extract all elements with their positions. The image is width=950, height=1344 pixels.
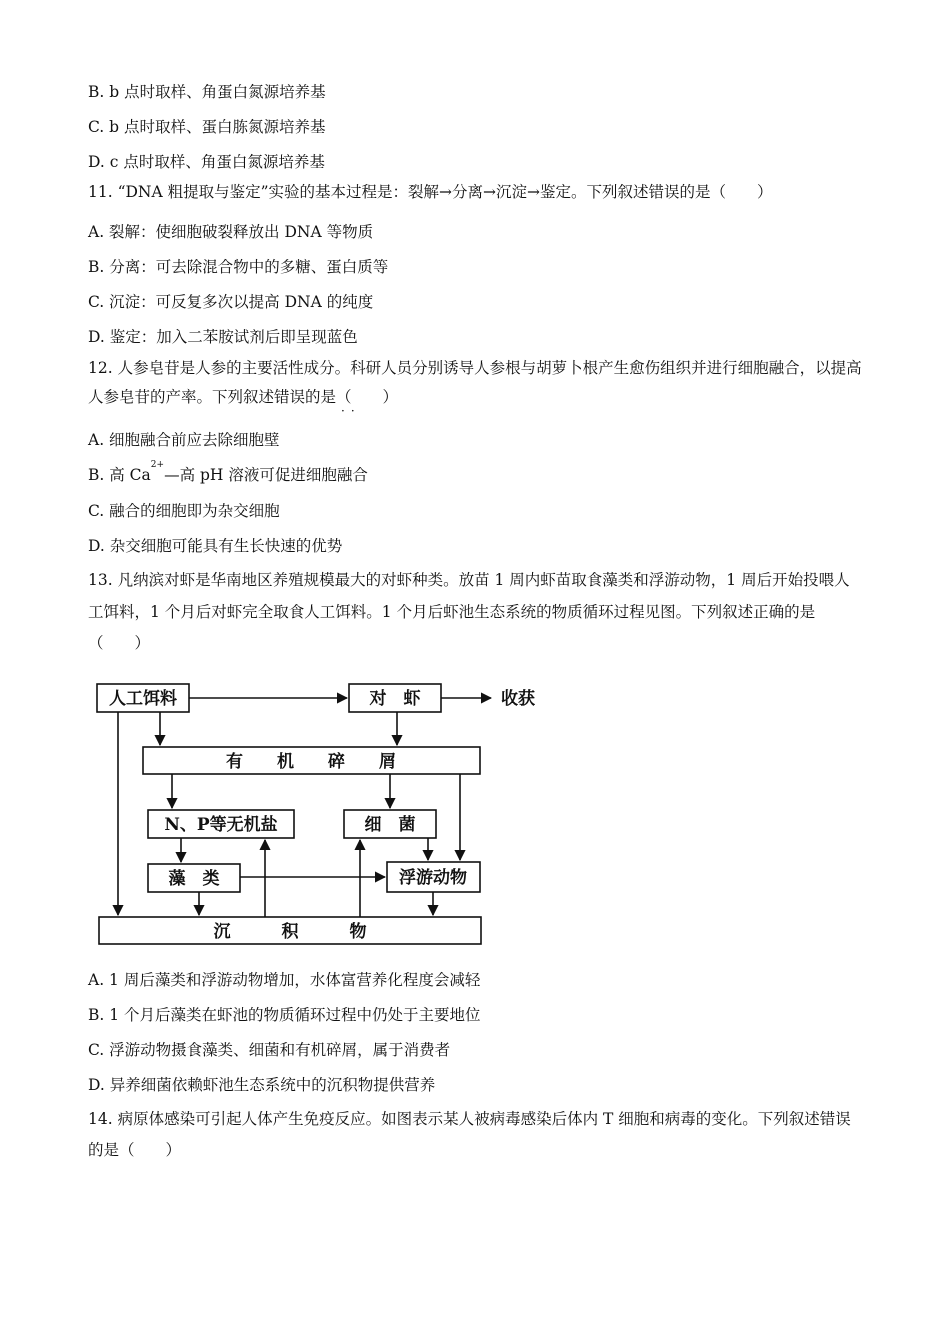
emphasis-dots: ·· (341, 404, 361, 418)
q12-option-b-post: —高 pH 溶液可促进细胞融合 (164, 466, 368, 484)
shrimp-label: 对 虾 (369, 689, 421, 709)
salts-label: N、P等无机盐 (164, 815, 278, 835)
q13-option-d: D. 异养细菌依赖虾池生态系统中的沉积物提供营养 (88, 1076, 436, 1094)
q13-option-c: C. 浮游动物摄食藻类、细菌和有机碎屑，属于消费者 (88, 1041, 451, 1059)
feed-label: 人工饵料 (109, 689, 177, 709)
q13-option-a: A. 1 周后藻类和浮游动物增加，水体富营养化程度会减轻 (88, 971, 481, 989)
q14-stem: 14. 病原体感染可引起人体产生免疫反应。如图表示某人被病毒感染后体内 T 细胞和病毒的变化。下列叙述错误的是（ ） (88, 1110, 851, 1159)
q11-option-c: C. 沉淀：可反复多次以提高 DNA 的纯度 (88, 293, 374, 311)
q12-option-c: C. 融合的细胞即为杂交细胞 (88, 502, 280, 520)
q13-option-b: B. 1 个月后藻类在虾池的物质循环过程中仍处于主要地位 (88, 1006, 481, 1024)
zooplankton-label: 浮游动物 (399, 868, 467, 888)
q10-option-b: B. b 点时取样、角蛋白氮源培养基 (88, 83, 326, 101)
bacteria-label: 细 菌 (364, 815, 416, 835)
q12-option-a: A. 细胞融合前应去除细胞壁 (88, 431, 280, 449)
q12-option-b-sup: 2+ (150, 460, 165, 470)
q11-option-b: B. 分离：可去除混合物中的多糖、蛋白质等 (88, 258, 389, 276)
q12-stem: 12. 人参皂苷是人参的主要活性成分。科研人员分别诱导人参根与胡萝卜根产生愈伤组织并进行细胞融合，以提高人参皂苷的产率。下列叙述错误的是（ ） (88, 359, 862, 406)
harvest-label: 收获 (501, 689, 535, 709)
q11-option-a: A. 裂解：使细胞破裂释放出 DNA 等物质 (88, 223, 374, 241)
q10-option-d: D. c 点时取样、角蛋白氮源培养基 (88, 153, 325, 171)
q10-option-c: C. b 点时取样、蛋白胨氮源培养基 (88, 118, 326, 136)
sediment-label: 沉 积 物 (213, 922, 367, 942)
q13-stem: 13. 凡纳滨对虾是华南地区养殖规模最大的对虾种类。放苗 1 周内虾苗取食藻类和浮游动物，1 周后开始投喂人工饵料，1 个月后对虾完全取食人工饵料。1 个月后虾池生态系统的物质循环过程见图。下列叙述正确的是（ ） (88, 571, 850, 652)
q11-option-d: D. 鉴定：加入二苯胺试剂后即呈现蓝色 (88, 328, 358, 346)
detritus-label: 有 机 碎 屑 (226, 752, 396, 772)
q12-option-b (88, 460, 368, 485)
q11-stem: 11. “DNA 粗提取与鉴定”实验的基本过程是：裂解→分离→沉淀→鉴定。下列叙述错误的是（ ） (88, 183, 773, 201)
q12-option-b-pre: B. 高 Ca (88, 466, 151, 484)
cycle-diagram (0, 676, 560, 946)
q12-option-d: D. 杂交细胞可能具有生长快速的优势 (88, 537, 343, 555)
algae-label: 藻 类 (168, 869, 220, 889)
